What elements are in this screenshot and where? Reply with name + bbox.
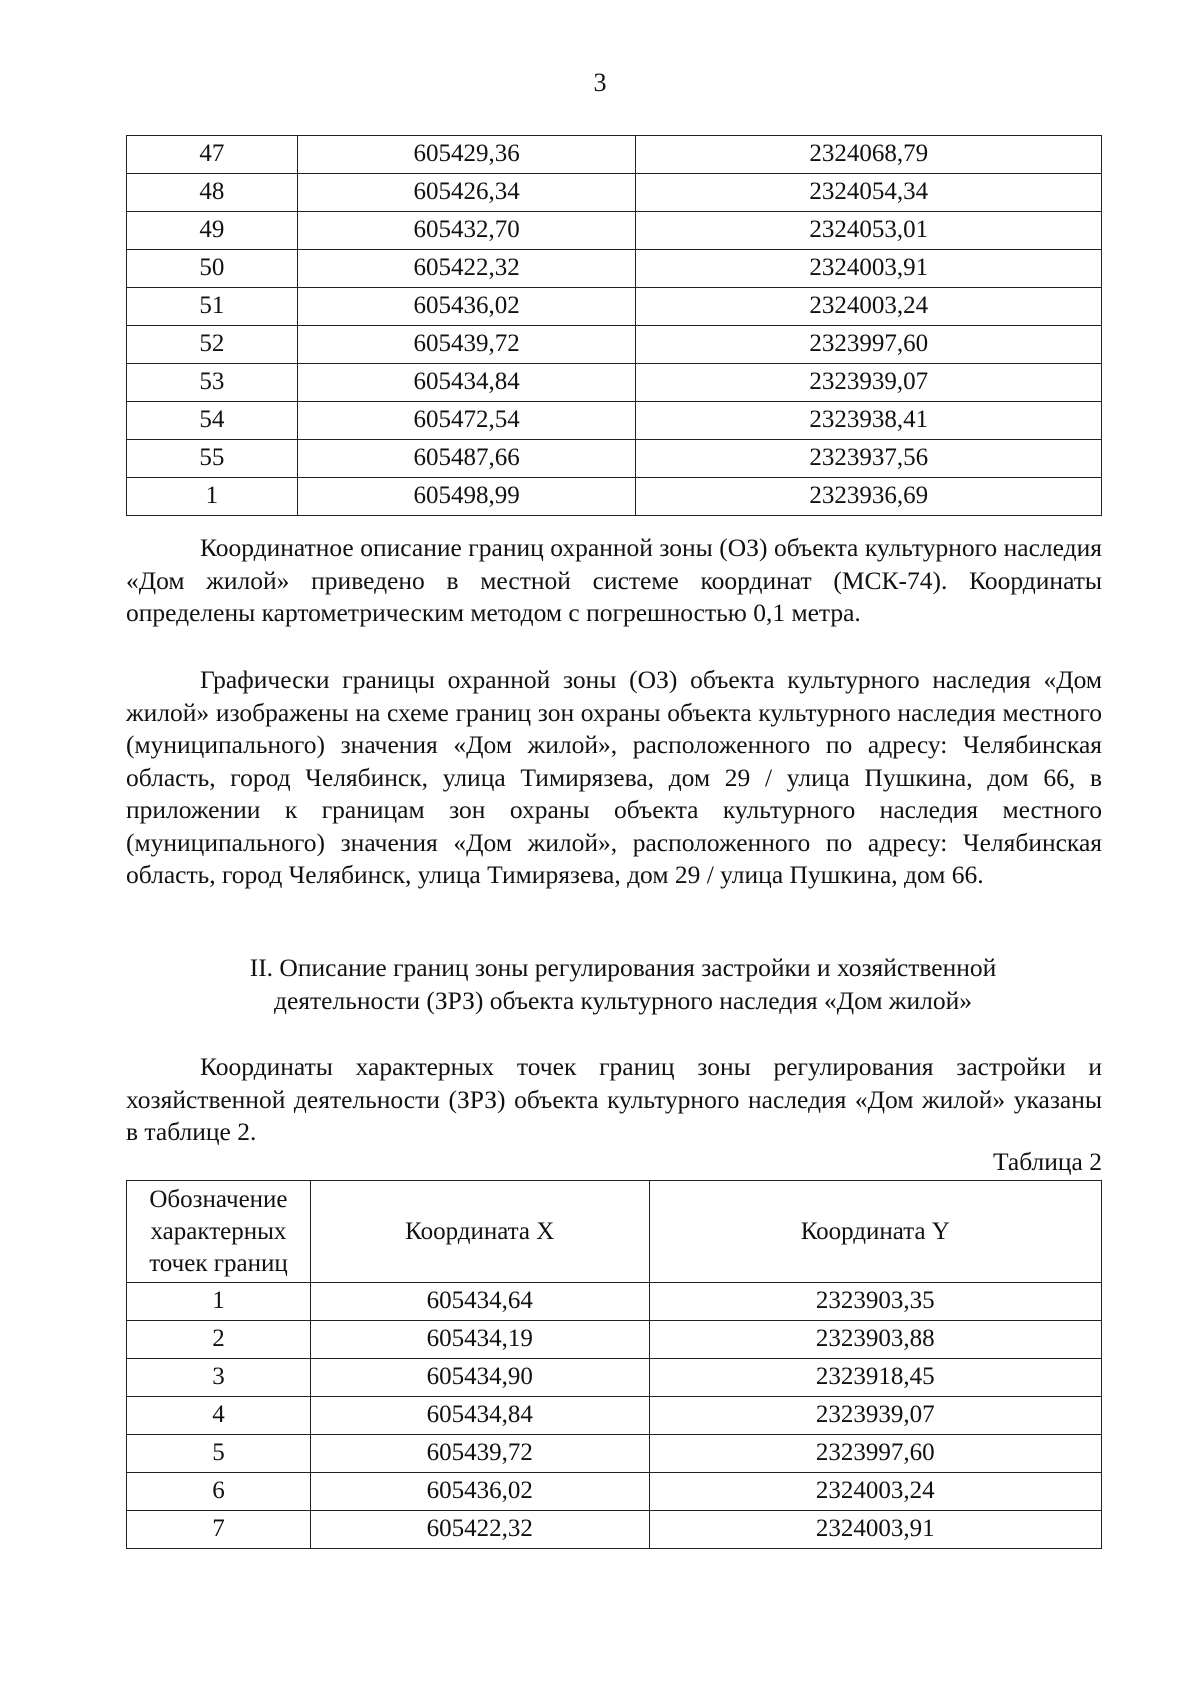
coordinates-table-2-body: [127, 1283, 1102, 1549]
table-row: [127, 174, 1102, 212]
table-row: [127, 364, 1102, 402]
coordinate-y-cell: 2324068,79: [636, 136, 1102, 174]
section-heading: [126, 951, 1102, 1017]
coordinate-x-cell: 605432,70: [297, 212, 636, 250]
header-point-designation-line-3: точек границ: [149, 1249, 288, 1277]
table-row: [127, 1473, 1102, 1511]
point-number-cell: 1: [127, 478, 298, 516]
coordinate-y-cell: 2324003,91: [649, 1511, 1101, 1549]
point-number-cell: 5: [127, 1435, 311, 1473]
table-row: [127, 1397, 1102, 1435]
coordinate-y-cell: 2323938,41: [636, 402, 1102, 440]
table-row: [127, 250, 1102, 288]
coordinates-table-1-body: [127, 136, 1102, 516]
coordinate-x-cell: 605434,90: [310, 1359, 649, 1397]
table-row: [127, 402, 1102, 440]
coordinate-y-cell: 2323918,45: [649, 1359, 1101, 1397]
header-coordinate-y: Координата Y: [649, 1181, 1101, 1283]
coordinate-x-cell: 605422,32: [310, 1511, 649, 1549]
table-row: [127, 1511, 1102, 1549]
coordinate-y-cell: 2323937,56: [636, 440, 1102, 478]
point-number-cell: 3: [127, 1359, 311, 1397]
coordinates-table-1-continued: [126, 135, 1102, 516]
point-number-cell: 7: [127, 1511, 311, 1549]
point-number-cell: 1: [127, 1283, 311, 1321]
coordinate-y-cell: 2324054,34: [636, 174, 1102, 212]
coordinate-x-cell: 605487,66: [297, 440, 636, 478]
coordinate-x-cell: 605429,36: [297, 136, 636, 174]
coordinates-table-2: [126, 1180, 1102, 1549]
section-heading-line-1: II. Описание границ зоны регулирования застройки и хозяйственной: [249, 953, 997, 982]
table-row: [127, 1283, 1102, 1321]
table-row: [127, 1321, 1102, 1359]
table-row: [127, 440, 1102, 478]
table-2-caption: Таблица 2: [992, 1147, 1102, 1176]
header-coordinate-x: Координата X: [310, 1181, 649, 1283]
page-number: 3: [593, 68, 607, 97]
point-number-cell: 54: [127, 402, 298, 440]
coordinate-x-cell: 605436,02: [310, 1473, 649, 1511]
point-number-cell: 52: [127, 326, 298, 364]
point-number-cell: 2: [127, 1321, 311, 1359]
coordinate-y-cell: 2324003,24: [636, 288, 1102, 326]
paragraph-oz-graphic-boundaries: Графически границы охранной зоны (ОЗ) объекта культурного наследия «Дом жилой» изображены на схеме границ зон охраны объекта культурного наследия местного (муниципального) значения «Дом жилой», расположенного по адресу: Челябинская область, город Челябинск, улица Тимирязева, дом 29 / улица Пушкина, дом 66, в приложении к границам зон охраны объекта культурного наследия местного (муниципального) значения «Дом жилой», расположенного по адресу: Челябинская область, город Челябинск, улица Тимирязева, дом 29 / улица Пушкина, дом 66.: [126, 665, 1102, 889]
coordinate-y-cell: 2324003,24: [649, 1473, 1101, 1511]
table-row: [127, 326, 1102, 364]
coordinate-y-cell: 2323903,35: [649, 1283, 1101, 1321]
coordinate-y-cell: 2323939,07: [636, 364, 1102, 402]
coordinate-x-cell: 605434,64: [310, 1283, 649, 1321]
header-point-designation: [127, 1181, 311, 1283]
point-number-cell: 48: [127, 174, 298, 212]
table-row: [127, 288, 1102, 326]
coordinate-y-cell: 2323903,88: [649, 1321, 1101, 1359]
point-number-cell: 53: [127, 364, 298, 402]
coordinate-y-cell: 2323997,60: [636, 326, 1102, 364]
point-number-cell: 51: [127, 288, 298, 326]
point-number-cell: 6: [127, 1473, 311, 1511]
point-number-cell: 50: [127, 250, 298, 288]
coordinate-x-cell: 605434,84: [310, 1397, 649, 1435]
point-number-cell: 4: [127, 1397, 311, 1435]
coordinate-y-cell: 2324053,01: [636, 212, 1102, 250]
paragraph-zrz-coordinates-intro: Координаты характерных точек границ зоны регулирования застройки и хозяйственной деятельности (ЗРЗ) объекта культурного наследия «Дом жилой» указаны в таблице 2.: [126, 1052, 1102, 1146]
coordinate-x-cell: 605422,32: [297, 250, 636, 288]
table-row: [127, 1435, 1102, 1473]
coordinate-x-cell: 605498,99: [297, 478, 636, 516]
header-point-designation-line-1: Обозначение: [149, 1185, 288, 1213]
coordinate-x-cell: 605436,02: [297, 288, 636, 326]
table-row: [127, 212, 1102, 250]
coordinate-x-cell: 605439,72: [297, 326, 636, 364]
coordinate-y-cell: 2323997,60: [649, 1435, 1101, 1473]
paragraph-oz-coordinate-description: Координатное описание границ охранной зоны (ОЗ) объекта культурного наследия «Дом жилой» приведено в местной системе координат (МСК-74). Координаты определены картометрическим методом с погрешностью 0,1 метра.: [126, 533, 1102, 627]
coordinate-x-cell: 605434,19: [310, 1321, 649, 1359]
coordinate-x-cell: 605472,54: [297, 402, 636, 440]
point-number-cell: 49: [127, 212, 298, 250]
section-heading-line-2: деятельности (ЗРЗ) объекта культурного наследия «Дом жилой»: [273, 986, 972, 1015]
coordinate-y-cell: 2323939,07: [649, 1397, 1101, 1435]
header-point-designation-line-2: характерных: [150, 1217, 287, 1245]
point-number-cell: 47: [127, 136, 298, 174]
coordinate-y-cell: 2324003,91: [636, 250, 1102, 288]
coordinate-x-cell: 605439,72: [310, 1435, 649, 1473]
coordinate-x-cell: 605426,34: [297, 174, 636, 212]
table-row: [127, 1359, 1102, 1397]
coordinate-y-cell: 2323936,69: [636, 478, 1102, 516]
table-header-row: [127, 1181, 1102, 1283]
table-row: [127, 478, 1102, 516]
table-row: [127, 136, 1102, 174]
coordinate-x-cell: 605434,84: [297, 364, 636, 402]
point-number-cell: 55: [127, 440, 298, 478]
